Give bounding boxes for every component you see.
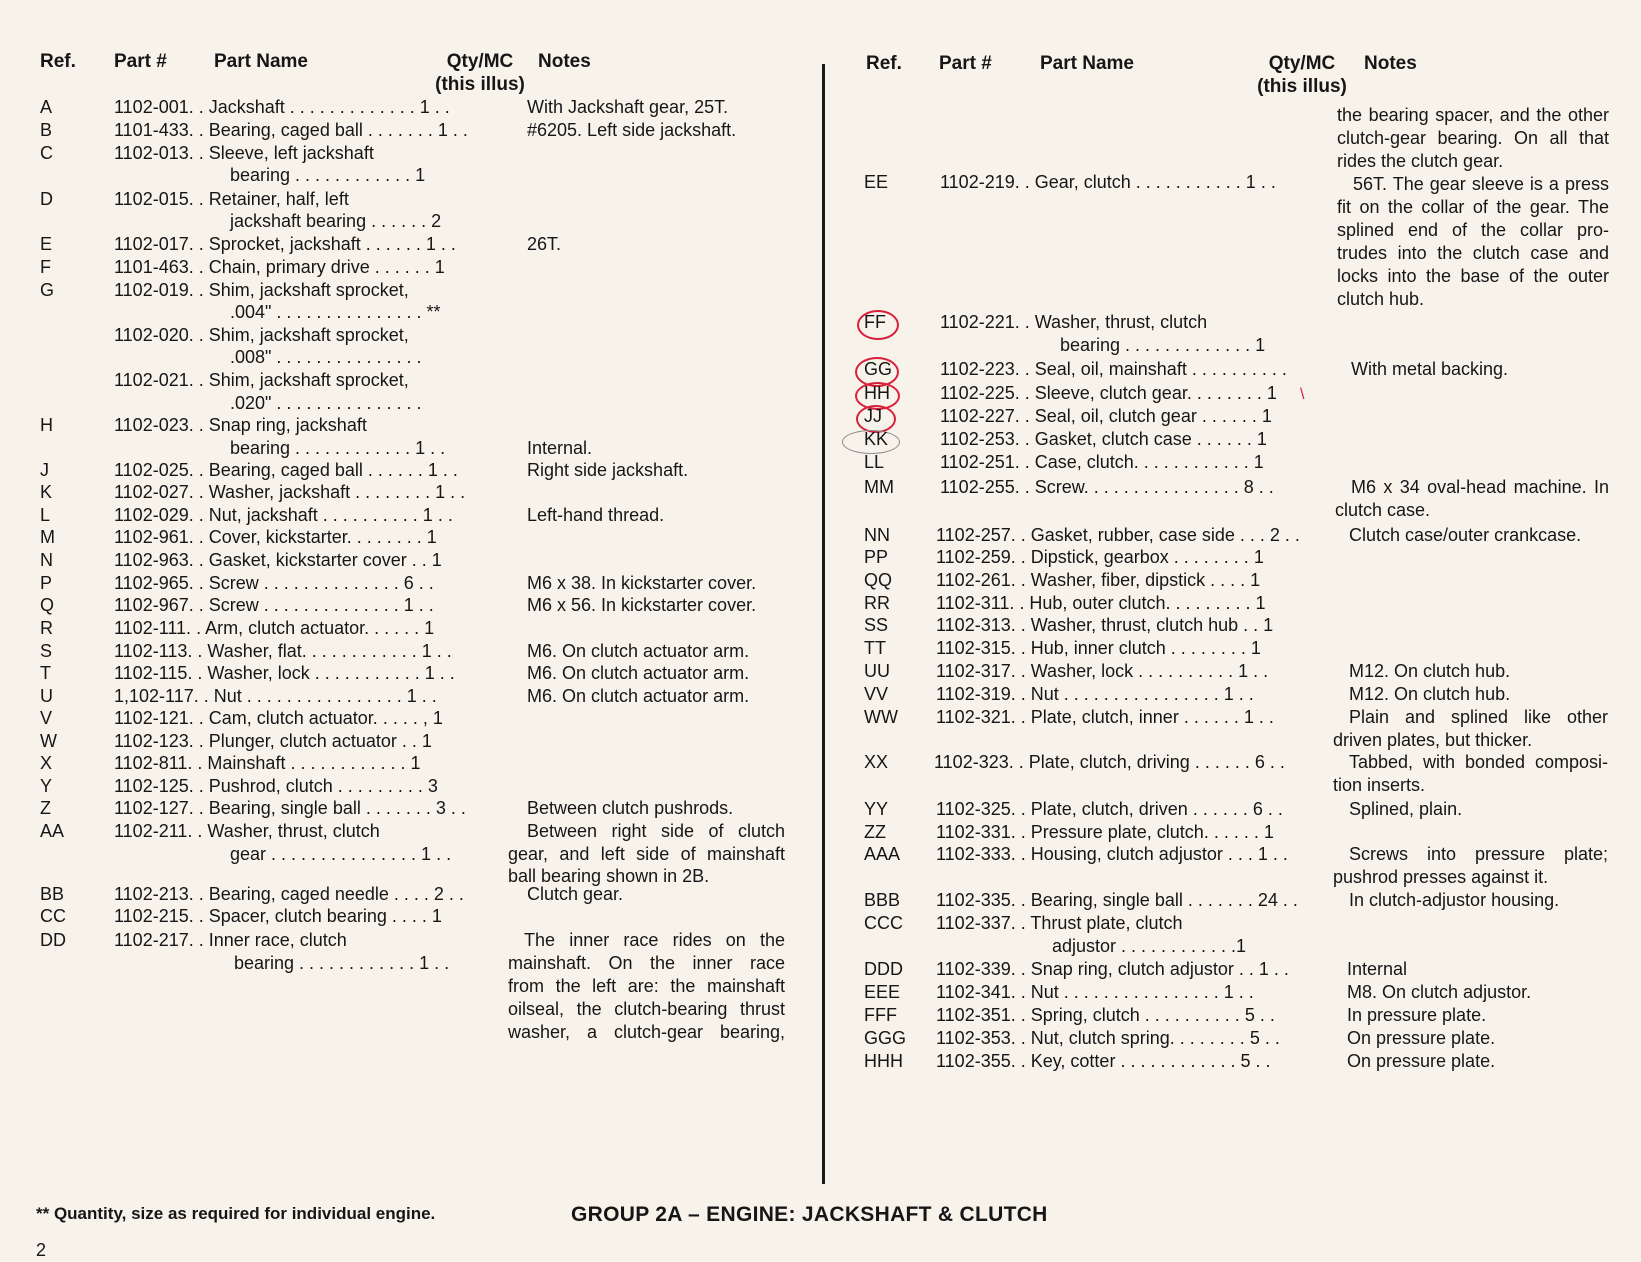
left-ref-label: G <box>40 280 55 300</box>
right-note-line: driven plates, but thicker. <box>1333 730 1533 750</box>
left-ref-label: J <box>40 460 49 480</box>
left-note-line: 26T. <box>527 234 562 254</box>
right-part-line: 1102-221. . Washer, thrust, clutch <box>940 312 1208 332</box>
left-part-line: 1102-023. . Snap ring, jackshaft <box>114 415 367 435</box>
right-note-line: clutch case. <box>1335 500 1431 520</box>
right-note-line: On pressure plate. <box>1347 1051 1496 1071</box>
right-ref-label: MM <box>864 477 894 497</box>
right-part-line: 1102-317. . Washer, lock . . . . . . . . . . 1 . . <box>936 661 1269 681</box>
left-note-line: Left-hand thread. <box>527 505 665 525</box>
left-note-line: Internal. <box>527 438 593 458</box>
right-note-line: In pressure plate. <box>1347 1005 1487 1025</box>
left-ref-label: U <box>40 686 53 706</box>
right-ref-label: GG <box>864 359 893 379</box>
right-ref-label: GGG <box>864 1028 907 1048</box>
right-note-line: With metal backing. <box>1351 359 1509 379</box>
right-note-line: Clutch case/outer crankcase. <box>1349 525 1582 545</box>
left-part-line: gear . . . . . . . . . . . . . . . 1 . . <box>230 844 452 864</box>
left-header-qty-line2: (this illus) <box>435 74 525 95</box>
left-note-line: With Jackshaft gear, 25T. <box>527 97 729 117</box>
right-ref-label: UU <box>864 661 890 681</box>
left-ref-label: V <box>40 708 53 728</box>
right-note-line: the bearing spacer, and the other <box>1337 105 1609 125</box>
right-note-line: locks into the base of the outer <box>1337 266 1609 286</box>
right-ref-label: JJ <box>864 406 882 426</box>
left-ref-label: P <box>40 573 53 593</box>
left-note-line: M6. On clutch actuator arm. <box>527 641 750 661</box>
left-note-line: ball bearing shown in 2B. <box>508 866 710 886</box>
right-note-line: trudes into the clutch case and <box>1337 243 1609 263</box>
right-note-line: In clutch-adjustor housing. <box>1349 890 1560 910</box>
left-ref-label: DD <box>40 930 66 950</box>
left-part-line: bearing . . . . . . . . . . . . 1 . . <box>230 438 446 458</box>
left-ref-label: Z <box>40 798 51 818</box>
left-ref-label: K <box>40 482 53 502</box>
left-note-line: M6 x 56. In kickstarter cover. <box>527 595 757 615</box>
right-part-line: 1102-253. . Gasket, clutch case . . . . . . 1 <box>940 429 1267 449</box>
left-ref-label: E <box>40 234 53 254</box>
right-part-line: 1102-337. . Thrust plate, clutch <box>936 913 1183 933</box>
right-note-line: rides the clutch gear. <box>1337 151 1504 171</box>
right-note-line: fit on the collar of the gear. The <box>1337 197 1609 217</box>
right-part-line: 1102-331. . Pressure plate, clutch. . . . . . 1 <box>936 822 1274 842</box>
right-header-notes: Notes <box>1364 53 1417 74</box>
right-ref-label: EE <box>864 172 889 192</box>
right-part-line: 1102-251. . Case, clutch. . . . . . . . . . . . 1 <box>940 452 1264 472</box>
right-note-line: clutch-gear bearing. On all that <box>1337 128 1609 148</box>
right-part-line: 1102-319. . Nut . . . . . . . . . . . . . . . . 1 . . <box>936 684 1254 704</box>
page-number: 2 <box>36 1240 47 1260</box>
left-header-qty-line1: Qty/MC <box>446 51 514 72</box>
left-part-line: 1102-961. . Cover, kickstarter. . . . . . . . 1 <box>114 527 437 547</box>
right-ref-label: HH <box>864 383 890 403</box>
right-note-line: M6 x 34 oval-head machine. In <box>1351 477 1609 497</box>
left-note-line: Between clutch pushrods. <box>527 798 734 818</box>
right-part-line: 1102-333. . Housing, clutch adjustor . . . 1 . . <box>936 844 1288 864</box>
right-note-line: On pressure plate. <box>1347 1028 1496 1048</box>
right-ref-label: PP <box>864 547 889 567</box>
right-part-line: 1102-313. . Washer, thrust, clutch hub . . 1 <box>936 615 1274 635</box>
left-ref-label: BB <box>40 884 65 904</box>
right-part-line: 1102-335. . Bearing, single ball . . . . . . . 24 . . <box>936 890 1298 910</box>
right-header-part: Part # <box>939 53 992 74</box>
right-note-line: tion inserts. <box>1333 775 1426 795</box>
left-ref-label: F <box>40 257 51 277</box>
left-part-line: 1102-015. . Retainer, half, left <box>114 189 349 209</box>
group-title: GROUP 2A – ENGINE: JACKSHAFT & CLUTCH <box>571 1203 1048 1226</box>
right-ref-label: WW <box>864 707 898 727</box>
right-header-qty-line2: (this illus) <box>1257 76 1347 97</box>
left-header-qty <box>430 50 530 96</box>
right-note-line: 56T. The gear sleeve is a press <box>1353 174 1609 194</box>
left-note-line: oilseal, the clutch-bearing thrust <box>508 999 785 1019</box>
right-ref-label: CCC <box>864 913 903 933</box>
right-note-line: Internal <box>1347 959 1408 979</box>
right-part-line: 1102-223. . Seal, oil, mainshaft . . . . . . . . . . <box>940 359 1287 379</box>
left-ref-label: D <box>40 189 53 209</box>
left-note-line: washer, a clutch-gear bearing, <box>508 1022 785 1042</box>
right-ref-label: VV <box>864 684 889 704</box>
left-part-line: 1102-025. . Bearing, caged ball . . . . . . 1 . . <box>114 460 458 480</box>
right-ref-label: AAA <box>864 844 901 864</box>
annotation-tick-mark: \ <box>1300 386 1305 403</box>
left-part-line: 1102-123. . Plunger, clutch actuator . . 1 <box>114 731 432 751</box>
left-part-line: 1102-001. . Jackshaft . . . . . . . . . . . . . 1 . . <box>114 97 450 117</box>
left-part-line: 1,102-117. . Nut . . . . . . . . . . . . . . . . 1 . . <box>114 686 437 706</box>
right-ref-label: SS <box>864 615 889 635</box>
right-header-qty-line1: Qty/MC <box>1268 53 1336 74</box>
right-part-line: 1102-325. . Plate, clutch, driven . . . . . . 6 . . <box>936 799 1283 819</box>
left-header-part: Part # <box>114 51 167 72</box>
right-note-line: Splined, plain. <box>1349 799 1463 819</box>
left-ref-label: S <box>40 641 53 661</box>
right-ref-label: HHH <box>864 1051 903 1071</box>
left-part-line: 1102-111. . Arm, clutch actuator. . . . . . 1 <box>114 618 435 638</box>
left-ref-label: A <box>40 97 53 117</box>
left-note-line: Between right side of clutch <box>527 821 785 841</box>
right-part-line: bearing . . . . . . . . . . . . . 1 <box>1060 335 1266 355</box>
right-part-line: 1102-261. . Washer, fiber, dipstick . . . . 1 <box>936 570 1261 590</box>
right-ref-label: BBB <box>864 890 901 910</box>
left-part-line: 1102-113. . Washer, flat. . . . . . . . . . . . 1 . . <box>114 641 452 661</box>
left-ref-label: Q <box>40 595 55 615</box>
right-ref-label: RR <box>864 593 890 613</box>
right-part-line: adjustor . . . . . . . . . . . .1 <box>1052 936 1247 956</box>
right-part-line: 1102-259. . Dipstick, gearbox . . . . . . . . 1 <box>936 547 1264 567</box>
right-part-line: 1102-227. . Seal, oil, clutch gear . . . . . . 1 <box>940 406 1272 426</box>
left-part-line: 1102-029. . Nut, jackshaft . . . . . . . . . . 1 . . <box>114 505 453 525</box>
left-part-line: 1102-115. . Washer, lock . . . . . . . . . . . 1 . . <box>114 663 455 683</box>
left-part-line: 1102-215. . Spacer, clutch bearing . . . . 1 <box>114 906 442 926</box>
left-ref-label: L <box>40 505 51 525</box>
left-part-line: .008" . . . . . . . . . . . . . . . <box>230 347 422 367</box>
right-part-line: 1102-353. . Nut, clutch spring. . . . . . . . 5 . . <box>936 1028 1280 1048</box>
right-ref-label: TT <box>864 638 886 658</box>
right-part-line: 1102-339. . Snap ring, clutch adjustor . . 1 . . <box>936 959 1289 979</box>
left-part-line: 1102-963. . Gasket, kickstarter cover . . 1 <box>114 550 442 570</box>
right-ref-label: QQ <box>864 570 893 590</box>
right-note-line: clutch hub. <box>1337 289 1425 309</box>
footnote: ** Quantity, size as required for individual engine. <box>36 1204 436 1223</box>
left-part-line: 1101-433. . Bearing, caged ball . . . . . . . 1 . . <box>114 120 468 140</box>
right-ref-label: XX <box>864 752 889 772</box>
left-note-line: gear, and left side of mainshaft <box>508 844 785 864</box>
left-note-line: The inner race rides on the <box>524 930 785 950</box>
right-ref-label: ZZ <box>864 822 886 842</box>
left-ref-label: M <box>40 527 55 547</box>
left-part-line: bearing . . . . . . . . . . . . 1 <box>230 165 426 185</box>
left-header-notes: Notes <box>538 51 591 72</box>
right-header-ref: Ref. <box>866 53 902 74</box>
left-header-ref: Ref. <box>40 51 76 72</box>
left-part-line: 1102-127. . Bearing, single ball . . . . . . . 3 . . <box>114 798 466 818</box>
left-part-line: 1102-121. . Cam, clutch actuator. . . . . , 1 <box>114 708 443 728</box>
left-ref-label: B <box>40 120 53 140</box>
right-note-line: Plain and splined like other <box>1349 707 1608 727</box>
right-note-line: M12. On clutch hub. <box>1349 684 1511 704</box>
right-note-line: M12. On clutch hub. <box>1349 661 1511 681</box>
right-part-line: 1102-257. . Gasket, rubber, case side . . . 2 . . <box>936 525 1300 545</box>
right-header-name: Part Name <box>1040 53 1134 74</box>
right-ref-label: FF <box>864 312 886 332</box>
right-part-line: 1102-255. . Screw. . . . . . . . . . . . . . . . 8 . . <box>940 477 1274 497</box>
right-note-line: pushrod presses against it. <box>1333 867 1549 887</box>
left-note-line: Clutch gear. <box>527 884 624 904</box>
left-part-line: 1102-021. . Shim, jackshaft sprocket, <box>114 370 409 390</box>
left-part-line: 1102-017. . Sprocket, jackshaft . . . . . . 1 . . <box>114 234 456 254</box>
left-part-line: bearing . . . . . . . . . . . . 1 . . <box>234 953 450 973</box>
left-part-line: 1101-463. . Chain, primary drive . . . . . . 1 <box>114 257 445 277</box>
right-ref-label: YY <box>864 799 889 819</box>
left-part-line: 1102-967. . Screw . . . . . . . . . . . . . . 1 . . <box>114 595 434 615</box>
right-ref-label: NN <box>864 525 890 545</box>
left-note-line: M6 x 38. In kickstarter cover. <box>527 573 757 593</box>
left-part-line: 1102-965. . Screw . . . . . . . . . . . . . . 6 . . <box>114 573 434 593</box>
left-part-line: 1102-217. . Inner race, clutch <box>114 930 347 950</box>
right-note-line: splined end of the collar pro- <box>1337 220 1609 240</box>
left-part-line: 1102-811. . Mainshaft . . . . . . . . . . . . 1 <box>114 753 421 773</box>
left-note-line: from the left are: the mainshaft <box>508 976 785 996</box>
left-ref-label: CC <box>40 906 66 926</box>
right-ref-label: DDD <box>864 959 903 979</box>
left-note-line: #6205. Left side jackshaft. <box>527 120 737 140</box>
right-ref-label: KK <box>864 429 889 449</box>
right-part-line: 1102-341. . Nut . . . . . . . . . . . . . . . . 1 . . <box>936 982 1254 1002</box>
right-part-line: 1102-219. . Gear, clutch . . . . . . . . . . . 1 . . <box>940 172 1276 192</box>
left-ref-label: AA <box>40 821 65 841</box>
left-ref-label: W <box>40 731 57 751</box>
left-ref-label: C <box>40 143 53 163</box>
right-part-line: 1102-311. . Hub, outer clutch. . . . . . . . . 1 <box>936 593 1266 613</box>
right-ref-label: FFF <box>864 1005 897 1025</box>
left-part-line: .020" . . . . . . . . . . . . . . . <box>230 393 422 413</box>
left-part-line: 1102-013. . Sleeve, left jackshaft <box>114 143 374 163</box>
right-part-line: 1102-315. . Hub, inner clutch . . . . . . . . 1 <box>936 638 1261 658</box>
right-note-line: Tabbed, with bonded composi- <box>1349 752 1608 772</box>
left-part-line: 1102-019. . Shim, jackshaft sprocket, <box>114 280 409 300</box>
right-part-line: 1102-225. . Sleeve, clutch gear. . . . . . . . 1 <box>940 383 1277 403</box>
right-part-line: 1102-355. . Key, cotter . . . . . . . . . . . . 5 . . <box>936 1051 1271 1071</box>
right-ref-label: LL <box>864 452 885 472</box>
left-note-line: M6. On clutch actuator arm. <box>527 686 750 706</box>
right-note-line: M8. On clutch adjustor. <box>1347 982 1532 1002</box>
right-ref-label: EEE <box>864 982 901 1002</box>
right-header-qty <box>1250 52 1354 98</box>
left-note-line: Right side jackshaft. <box>527 460 689 480</box>
right-part-line: 1102-323. . Plate, clutch, driving . . . . . . 6 . . <box>934 752 1285 772</box>
left-header-name: Part Name <box>214 51 308 72</box>
left-ref-label: N <box>40 550 53 570</box>
left-ref-label: T <box>40 663 51 683</box>
right-part-line: 1102-321. . Plate, clutch, inner . . . . . . 1 . . <box>936 707 1274 727</box>
left-part-line: 1102-211. . Washer, thrust, clutch <box>114 821 380 841</box>
left-ref-label: Y <box>40 776 53 796</box>
left-part-line: 1102-027. . Washer, jackshaft . . . . . . . . 1 . . <box>114 482 466 502</box>
left-ref-label: X <box>40 753 53 773</box>
left-part-line: jackshaft bearing . . . . . . 2 <box>230 211 442 231</box>
column-divider <box>822 64 825 1184</box>
left-part-line: 1102-020. . Shim, jackshaft sprocket, <box>114 325 409 345</box>
left-part-line: 1102-125. . Pushrod, clutch . . . . . . . . . 3 <box>114 776 438 796</box>
left-part-line: 1102-213. . Bearing, caged needle . . . . 2 . . <box>114 884 464 904</box>
left-part-line: .004" . . . . . . . . . . . . . . . ** <box>230 302 441 322</box>
left-note-line: M6. On clutch actuator arm. <box>527 663 750 683</box>
left-ref-label: R <box>40 618 53 638</box>
left-note-line: mainshaft. On the inner race <box>508 953 785 973</box>
left-ref-label: H <box>40 415 53 435</box>
right-note-line: Screws into pressure plate; <box>1349 844 1608 864</box>
right-part-line: 1102-351. . Spring, clutch . . . . . . . . . . 5 . . <box>936 1005 1275 1025</box>
